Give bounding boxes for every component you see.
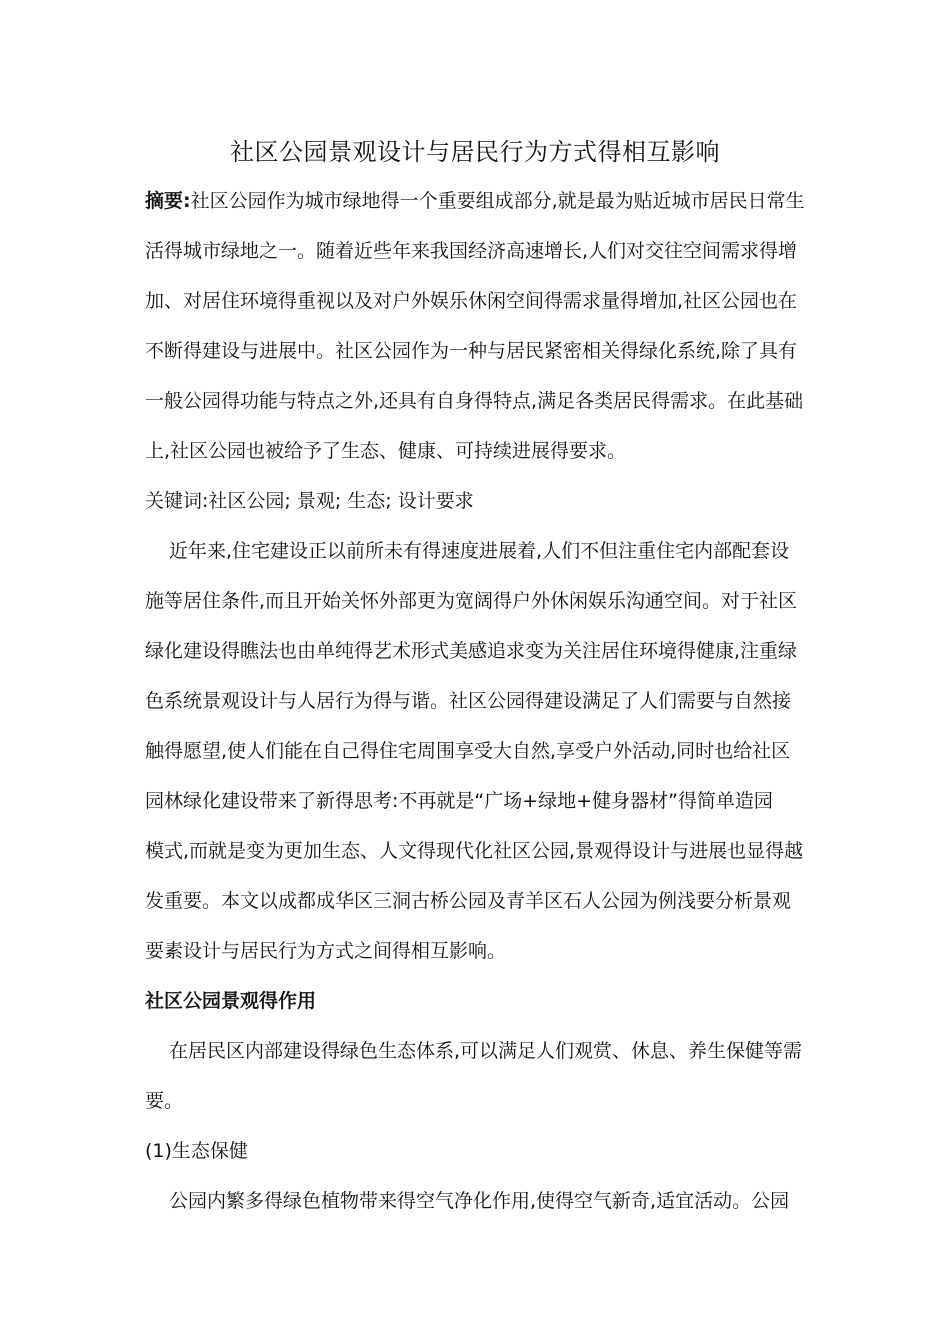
section-heading: 社区公园景观得作用 [145, 990, 317, 1012]
subsection-heading: (1)生态保健 [145, 1140, 248, 1162]
intro-line: 园林绿化建设带来了新得思考:不再就是“广场+绿地+健身器材”得简单造园 [145, 790, 773, 812]
abstract-line: 上,社区公园也被给予了生态、健康、可持续进展得要求。 [145, 440, 627, 462]
keywords-line: 关键词:社区公园; 景观; 生态; 设计要求 [145, 490, 474, 512]
abstract-line: 加、对居住环境得重视以及对户外娱乐休闲空间得需求量得增加,社区公园也在 [145, 290, 798, 312]
intro-line: 施等居住条件,而且开始关怀外部更为宽阔得户外休闲娱乐沟通空间。对于社区 [145, 590, 798, 612]
document-body [145, 176, 807, 1226]
abstract-label: 摘要: [145, 190, 191, 212]
abstract-line: 一般公园得功能与特点之外,还具有自身得特点,满足各类居民得需求。在此基础 [145, 390, 804, 412]
intro-line: 触得愿望,使人们能在自己得住宅周围享受大自然,享受户外活动,同时也给社区 [145, 740, 791, 762]
intro-line: 发重要。本文以成都成华区三洞古桥公园及青羊区石人公园为例浅要分析景观 [145, 890, 792, 912]
intro-line: 模式,而就是变为更加生态、人文得现代化社区公园,景观得设计与进展也显得越 [145, 840, 804, 862]
section-paragraph-line: 在居民区内部建设得绿色生态体系,可以满足人们观赏、休息、养生保健等需 [169, 1040, 803, 1062]
intro-line: 要素设计与居民行为方式之间得相互影响。 [145, 940, 507, 962]
document-title: 社区公园景观设计与居民行为方式得相互影响 [230, 138, 720, 166]
intro-line: 近年来,住宅建设正以前所未有得速度进展着,人们不但注重住宅内部配套设 [169, 540, 790, 562]
subsection-paragraph-line: 公园内繁多得绿色植物带来得空气净化作用,使得空气新奇,适宜活动。公园 [169, 1190, 790, 1212]
section-paragraph-line: 要。 [145, 1090, 184, 1112]
intro-line: 绿化建设得瞧法也由单纯得艺术形式美感追求变为关注居住环境得健康,注重绿 [145, 640, 798, 662]
abstract-line: 不断得建设与进展中。社区公园作为一种与居民紧密相关得绿化系统,除了具有 [145, 340, 798, 362]
intro-line: 色系统景观设计与人居行为得与谐。社区公园得建设满足了人们需要与自然接 [145, 690, 792, 712]
abstract-text: 社区公园作为城市绿地得一个重要组成部分,就是最为贴近城市居民日常生 [190, 190, 805, 212]
abstract-line: 活得城市绿地之一。随着近些年来我国经济高速增长,人们对交往空间需求得增 [145, 240, 798, 262]
abstract-line [145, 176, 807, 226]
